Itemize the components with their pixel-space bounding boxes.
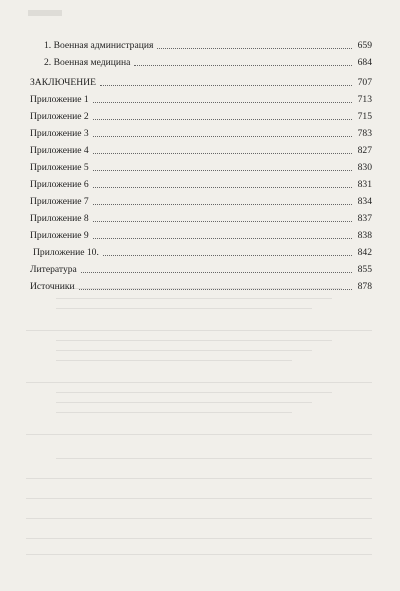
toc-entry-title: 2. Военная медицина [44,57,131,68]
toc-entry-title: Приложение 1 [30,94,89,105]
dot-leader [103,254,352,256]
toc-entry-page: 837 [357,213,372,224]
toc-entry-page: 707 [357,77,372,88]
dot-leader [93,237,352,239]
toc-entry-page: 830 [357,162,372,173]
toc-entry-page: 842 [357,247,372,258]
dot-leader [134,64,352,66]
toc-entry [30,128,372,140]
toc-entry-title: 1. Военная администрация [44,40,154,51]
toc-entry-page: 684 [357,57,372,68]
toc-entry-title: Приложение 2 [30,111,89,122]
toc-entry-title: Источники [30,281,75,292]
toc-entry [30,77,372,89]
toc-entry-page: 659 [357,40,372,51]
toc-entry-page: 838 [357,230,372,241]
toc-entry-page: 831 [357,179,372,190]
toc-entry-title: Приложение 10. [33,247,99,258]
dot-leader [93,169,352,171]
toc-entry-title: Приложение 6 [30,179,89,190]
toc-entry [30,111,372,123]
toc-entry [30,230,372,242]
toc-entry-title: Приложение 8 [30,213,89,224]
toc-entry-page: 878 [357,281,372,292]
toc-entry-title: Приложение 7 [30,196,89,207]
toc-entry-title: ЗАКЛЮЧЕНИЕ [30,77,96,88]
dot-leader [93,220,352,222]
toc-entry [30,40,372,52]
toc-entry [30,94,372,106]
dot-leader [93,152,352,154]
toc-entry-title: Приложение 4 [30,145,89,156]
dot-leader [93,203,352,205]
toc-entry-page: 834 [357,196,372,207]
dot-leader [100,84,352,86]
toc-entry [30,264,372,276]
dot-leader [93,118,352,120]
dot-leader [93,135,352,137]
show-through-texture [26,282,372,573]
toc-entry-page: 715 [357,111,372,122]
toc-entry [30,247,372,259]
toc-entry-page: 783 [357,128,372,139]
toc-entry-title: Приложение 9 [30,230,89,241]
toc-entry [30,145,372,157]
toc-entry [30,162,372,174]
dot-leader [93,186,352,188]
dot-leader [157,47,352,49]
toc-entry-title: Приложение 5 [30,162,89,173]
toc-entry [30,179,372,191]
toc-entry-title: Литература [30,264,77,275]
toc-entry-title: Приложение 3 [30,128,89,139]
dot-leader [93,101,352,103]
faint-header-mark [28,10,62,16]
toc-entry [30,196,372,208]
dot-leader [81,271,352,273]
toc-entry [30,213,372,225]
table-of-contents [30,40,372,293]
toc-entry-page: 855 [357,264,372,275]
toc-entry [30,57,372,69]
toc-entry-page: 827 [357,145,372,156]
toc-entry-page: 713 [357,94,372,105]
